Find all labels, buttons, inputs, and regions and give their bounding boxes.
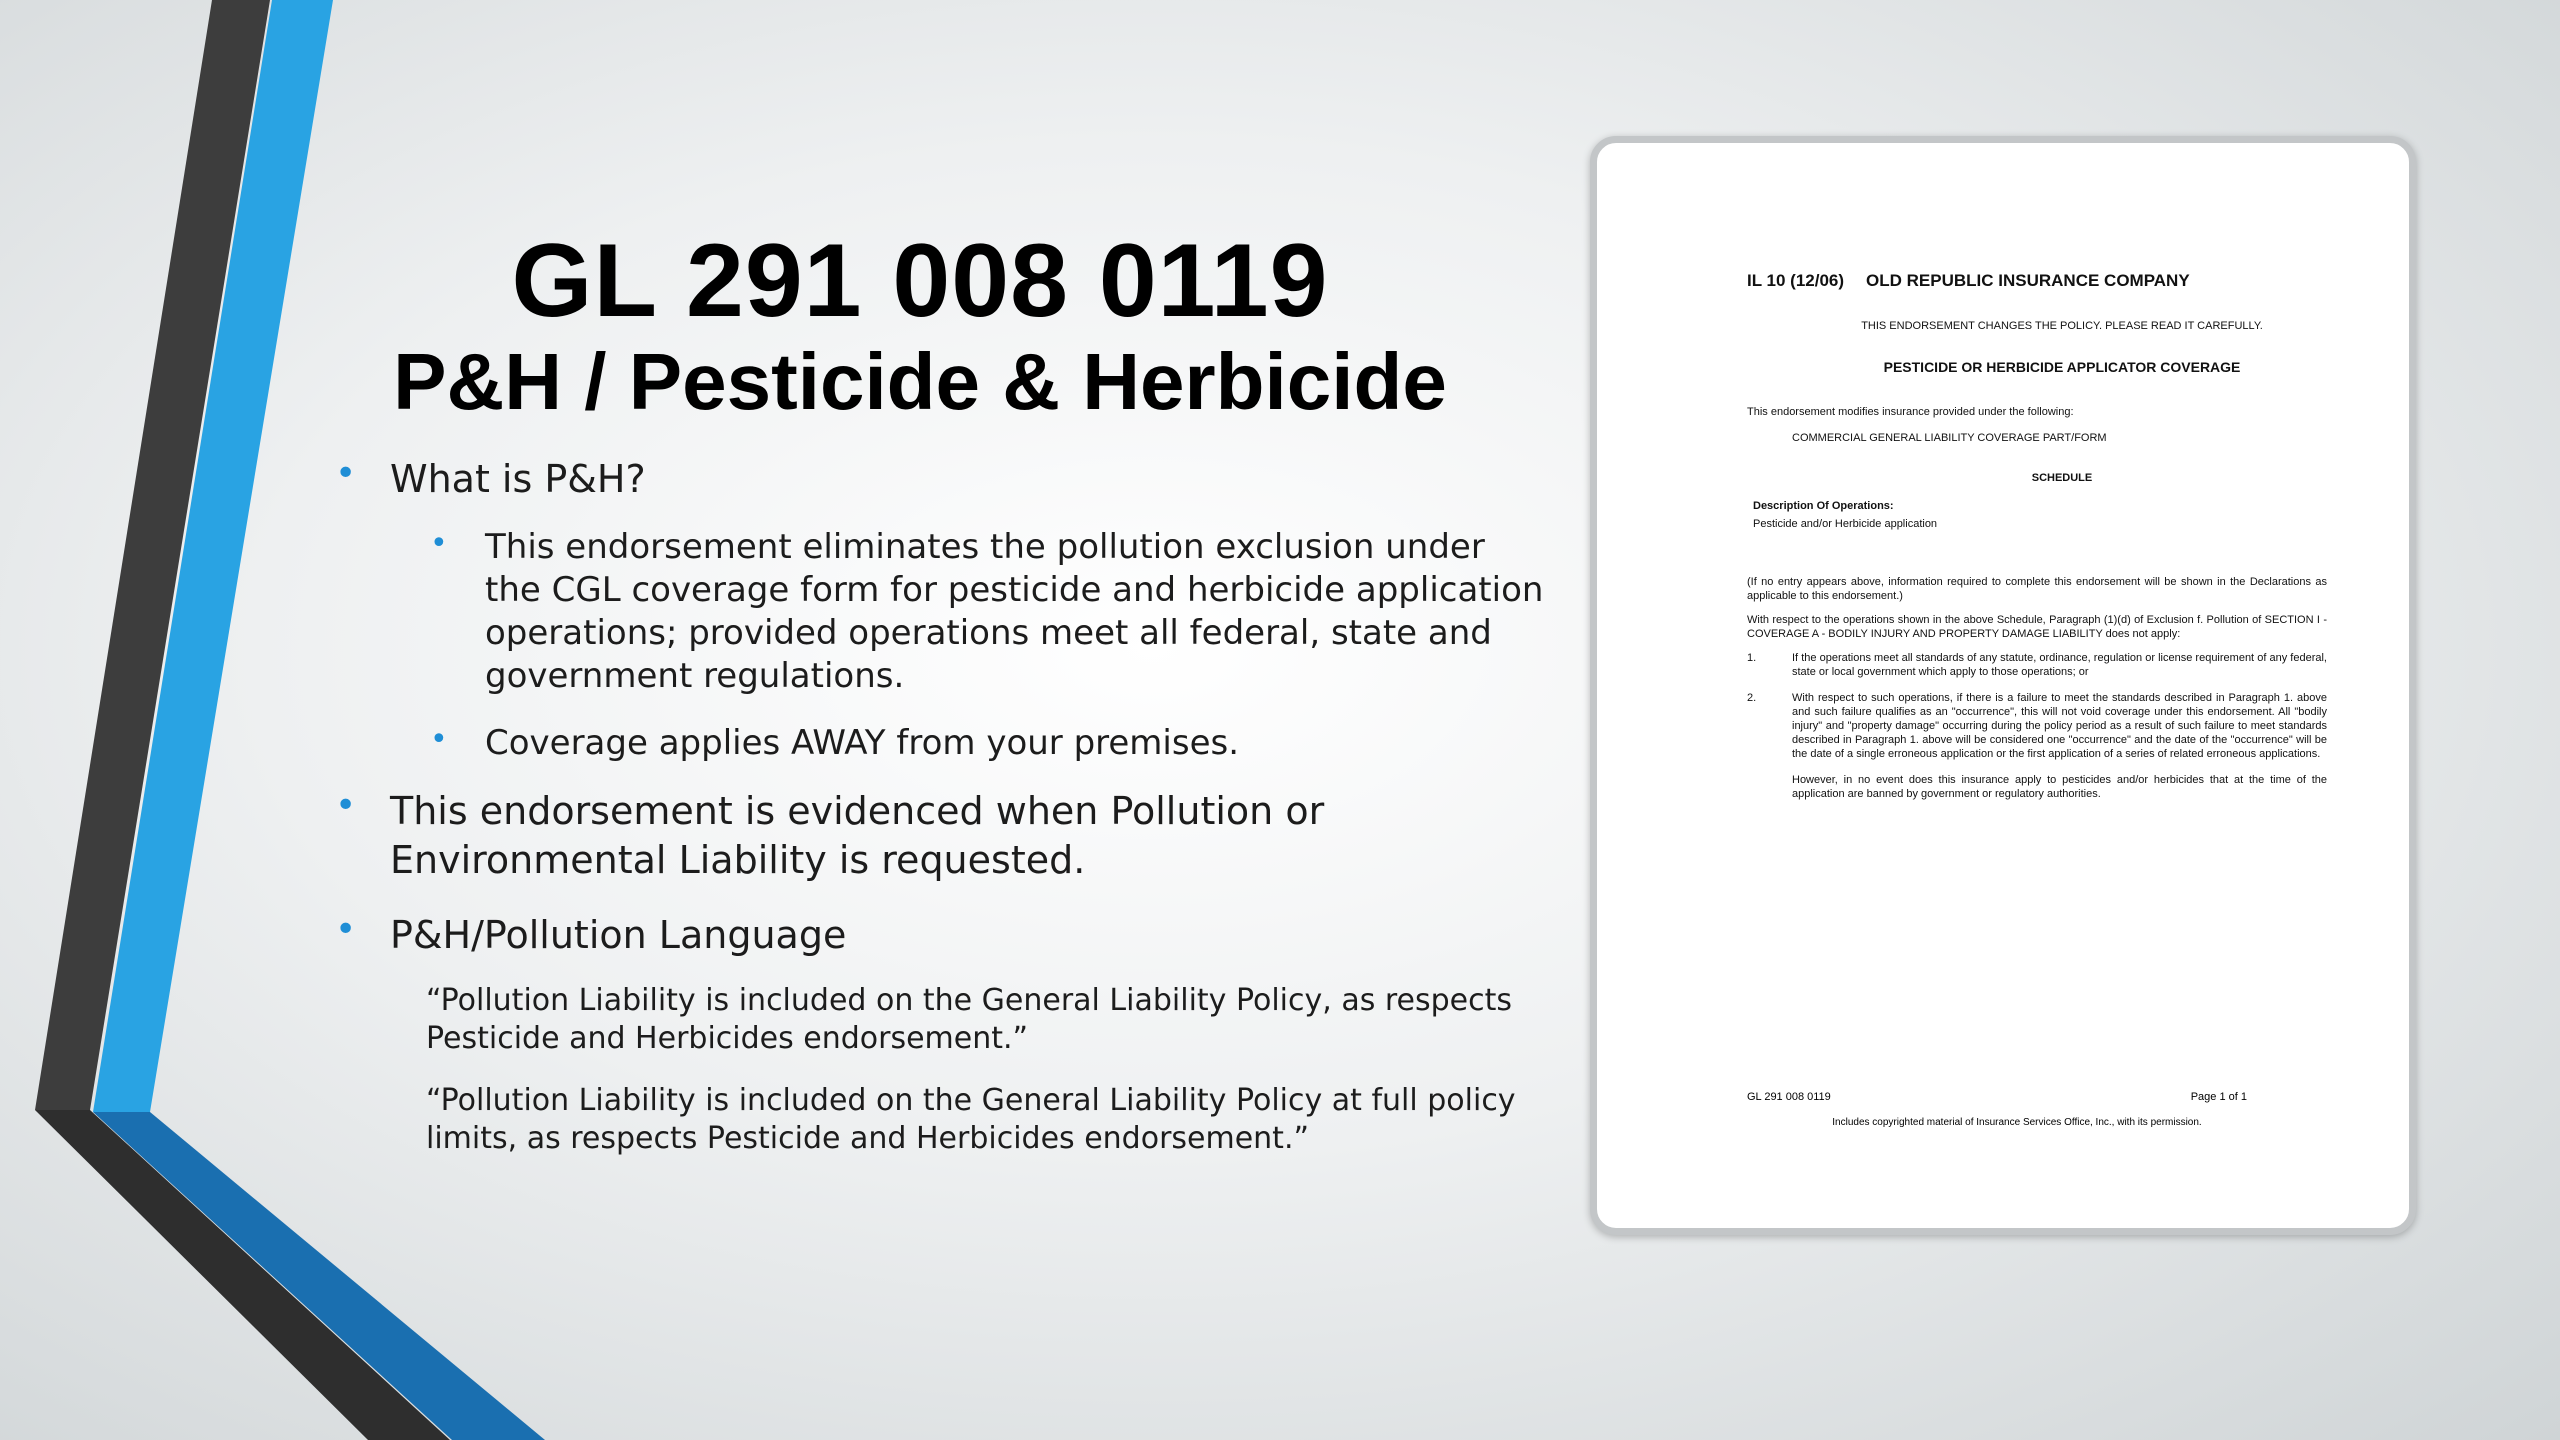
doc-desc-value: Pesticide and/or Herbicide application (1753, 518, 1938, 530)
sub-bullet-text: Coverage applies AWAY from your premises. (485, 723, 1240, 763)
doc-heading: PESTICIDE OR HERBICIDE APPLICATOR COVERAGE (1883, 359, 2241, 375)
page-title: GL 291 008 0119 (511, 223, 1329, 339)
doc-form-id: IL 10 (12/06) (1747, 271, 1845, 290)
doc-header (1747, 271, 2327, 291)
bullet-evidenced (330, 787, 1550, 885)
quote-full-policy-limits: “Pollution Liability is included on the General Liability Policy at full policy limits, as respects Pesticide and Herbicides endorsement.” (426, 1083, 1516, 1156)
bullet-dot-icon: • (335, 909, 357, 950)
doc-desc-label: Description Of Operations: (1753, 500, 1894, 512)
slide-content (330, 455, 1550, 1158)
doc-footer-page: Page 1 of 1 (2190, 1091, 2247, 1103)
doc-company: OLD REPUBLIC INSURANCE COMPANY (1866, 271, 2190, 290)
bullet-dot-icon: • (430, 722, 448, 757)
doc-respect: With respect to the operations shown in the above Schedule, Paragraph (1)(d) of Exclusion f. Pollution of SECTION I - COVERAGE A - BODILY INJURY AND PROPERTY DAMAGE LIABILITY does not apply: (1747, 614, 2327, 640)
doc-footer-copyright: Includes copyrighted material of Insurance Services Office, Inc., with its permission. (1832, 1117, 2202, 1128)
sub-bullet-text: This endorsement eliminates the pollution exclusion under the CGL coverage form for pesticide and herbicide application operations; provided operations meet all federal, state and government regulations. (485, 527, 1544, 696)
document-page (1747, 271, 2327, 801)
endorsement-document-image (1590, 136, 2416, 1235)
bullet-pollution-language (330, 911, 1550, 960)
doc-item-2 (1747, 691, 2327, 761)
doc-coverage-part: COMMERCIAL GENERAL LIABILITY COVERAGE PART/FORM (1792, 432, 2107, 444)
doc-footer (1747, 1091, 2287, 1128)
bullet-dot-icon: • (335, 785, 357, 826)
sub-bullet-away-from-premises (425, 722, 1550, 765)
doc-item-text: If the operations meet all standards of any statute, ordinance, regulation or license requirement of any federal, state or local government which apply to those operations; or (1792, 652, 2327, 678)
doc-entry-note: (If no entry appears above, information required to complete this endorsement will be shown in the Declarations as applicable to this endorsement.) (1747, 576, 2327, 602)
bullet-text: This endorsement is evidenced when Pollution or Environmental Liability is requested. (390, 789, 1325, 882)
quote-pesticide-endorsement: “Pollution Liability is included on the General Liability Policy, as respects Pesticide and Herbicides endorsement.” (426, 983, 1513, 1056)
doc-footer-form: GL 291 008 0119 (1747, 1091, 1831, 1103)
doc-item-number: 2. (1747, 692, 1757, 704)
doc-item-1 (1747, 651, 2327, 679)
title-block (300, 222, 1540, 430)
doc-however: However, in no event does this insurance apply to pesticides and/or herbicides that at the time of the application are banned by government or regulatory authorities. (1792, 774, 2327, 800)
doc-item-number: 1. (1747, 652, 1757, 664)
sub-bullet-eliminates-exclusion (425, 526, 1550, 698)
bullet-dot-icon: • (430, 526, 448, 561)
dark-stripe-lower (35, 1110, 450, 1440)
doc-schedule: SCHEDULE (2031, 472, 2093, 484)
bullet-dot-icon: • (335, 453, 357, 494)
doc-modifies: This endorsement modifies insurance provided under the following: (1747, 406, 2074, 418)
bullet-text: P&H/Pollution Language (390, 913, 847, 957)
doc-notice: THIS ENDORSEMENT CHANGES THE POLICY. PLEASE READ IT CAREFULLY. (1861, 320, 2263, 332)
page-subtitle: P&H / Pesticide & Herbicide (393, 337, 1447, 426)
doc-item-text: With respect to such operations, if there is a failure to meet the standards described in Paragraph 1. above and such failure qualifies as an "occurrence", this will not void coverage under this endorsement. All "bodily injury" and "property damage" occurring during the policy period as a result of such failure to meet standards described in Paragraph 1. above will be considered one "occurrence" and the date of the "occurrence" will be the date of a single erroneous application or the first application of a series of related erroneous applications. (1792, 692, 2327, 760)
bullet-what-is-ph (330, 455, 1550, 504)
bullet-text: What is P&H? (390, 457, 646, 501)
